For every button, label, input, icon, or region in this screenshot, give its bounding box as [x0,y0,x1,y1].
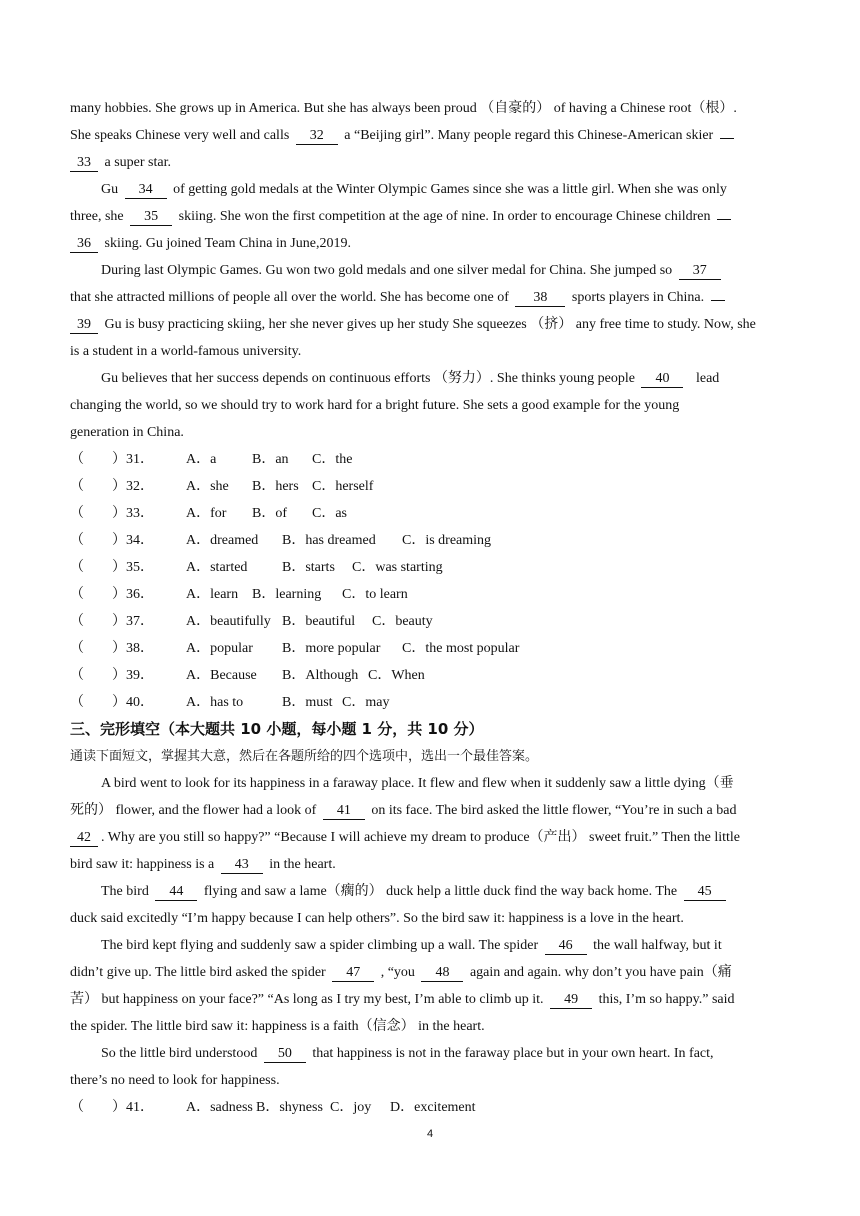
question-number: （ ）34． [70,533,154,548]
blank-36-start [717,219,731,220]
blank-41: 41 [323,803,365,820]
text: a “Beijing girl”. Many people regard this Chinese-American skier [344,128,714,143]
text: She speaks Chinese very well and calls [70,128,290,143]
passage-line [70,149,790,176]
passage-line [70,905,790,932]
option-b[interactable]: B．learning [252,587,322,602]
question-number: （ ）33． [70,506,154,521]
passage-line [70,95,790,122]
section-instruction: 通读下面短文，掌握其大意，然后在各题所给的四个选项中，选出一个最佳答案。 [70,749,539,764]
text: 苦） but happiness on your face?” “As long as I try my best, I’m able to climb up it. [70,992,544,1007]
option-c[interactable]: C．as [312,506,347,521]
option-c[interactable]: C．herself [312,479,374,494]
text: Gu believes that her success depends on continuous efforts （努力）. She thinks young people [101,371,635,386]
option-b[interactable]: B．of [252,506,287,521]
option-b[interactable]: B．more popular [282,641,381,656]
option-a[interactable]: A．for [186,506,227,521]
blank-37: 37 [679,263,721,280]
text: of getting gold medals at the Winter Olympic Games since she was a little girl. When she was only [173,182,727,197]
text: this, I’m so happy.” said [598,992,735,1007]
passage-line [70,230,790,257]
text: duck said excitedly “I’m happy because I can help others”. So the bird saw it: happiness is a love in the heart. [70,911,684,926]
text: 死的） flower, and the flower had a look of [70,803,317,818]
blank-39-start [711,300,725,301]
text: there’s no need to look for happiness. [70,1073,280,1088]
text: the spider. The little bird saw it: happiness is a faith（信念） in the heart. [70,1019,485,1034]
blank-45: 45 [684,884,726,901]
option-b[interactable]: B．an [252,452,289,467]
option-c[interactable]: C．the [312,452,353,467]
text: didn’t give up. The little bird asked the spider [70,965,326,980]
text: . Why are you still so happy?” “Because I will achieve my dream to produce（产出） sweet fruit.” Then the little [101,830,741,845]
passage-line [70,851,790,878]
text: The bird kept flying and suddenly saw a spider climbing up a wall. The spider [101,938,539,953]
blank-48: 48 [421,965,463,982]
blank-35: 35 [130,209,172,226]
passage-line [70,959,790,986]
blank-44: 44 [155,884,197,901]
option-c[interactable]: C．was starting [352,560,443,575]
passage-line [70,1013,790,1040]
text: again and again. why don’t you have pain（痛 [469,965,732,980]
option-a[interactable]: A．Because [186,668,257,683]
option-c[interactable]: C．joy [330,1100,372,1115]
text: that happiness is not in the faraway place but in your own heart. In fact, [312,1046,714,1061]
option-b[interactable]: B．hers [252,479,299,494]
option-b[interactable]: B．has dreamed [282,533,376,548]
blank-50: 50 [264,1046,306,1063]
question-number: （ ）40． [70,695,154,710]
blank-43: 43 [221,857,263,874]
text: Gu [101,182,119,197]
blank-36: 36 [70,236,98,253]
text: skiing. She won the first competition at the age of nine. In order to encourage Chinese children [178,209,711,224]
text: , “you [380,965,415,980]
blank-49: 49 [550,992,592,1009]
passage-line [101,257,790,284]
text: many hobbies. She grows up in America. But she has always been proud （自豪的） of having a Chinese root（根）. [70,101,737,116]
text: generation in China. [70,425,184,440]
blank-47: 47 [332,965,374,982]
passage-line [101,1040,790,1067]
passage-line [70,797,790,824]
option-a[interactable]: A．dreamed [186,533,259,548]
question-number: （ ）32． [70,479,154,494]
passage-line [70,986,790,1013]
passage-line [70,122,790,149]
question-number: （ ）35． [70,560,154,575]
text: During last Olympic Games. Gu won two gold medals and one silver medal for China. She jumped so [101,263,673,278]
option-b[interactable]: B．starts [282,560,335,575]
text: is a student in a world-famous university. [70,344,302,359]
option-a[interactable]: A．learn [186,587,239,602]
blank-32: 32 [296,128,338,145]
blank-46: 46 [545,938,587,955]
passage-line [70,392,790,419]
blank-33-start [720,138,734,139]
option-c[interactable]: C．beauty [372,614,433,629]
blank-39: 39 [70,317,98,334]
text: in the heart. [269,857,336,872]
option-c[interactable]: C．to learn [342,587,408,602]
text: on its face. The bird asked the little flower, “You’re in such a bad [371,803,737,818]
blank-42: 42 [70,830,98,847]
text: The bird [101,884,149,899]
text: a super star. [104,155,171,170]
text: lead [695,371,720,386]
passage-line [101,365,790,392]
section-heading: 三、完形填空（本大题共 10 小题，每小题 1 分，共 10 分） [70,720,484,738]
question-number: （ ）41． [70,1100,154,1115]
option-d[interactable]: D．excitement [390,1100,476,1115]
option-a[interactable]: A．a [186,452,217,467]
passage-line [70,419,790,446]
option-b[interactable]: B．must [282,695,333,710]
option-c[interactable]: C．is dreaming [402,533,492,548]
option-b[interactable]: B．beautiful [282,614,356,629]
passage-line [70,203,790,230]
option-b[interactable]: B．shyness [256,1100,323,1115]
option-b[interactable]: B．Although [282,668,359,683]
blank-40: 40 [641,371,683,388]
option-a[interactable]: A．has to [186,695,244,710]
option-a[interactable]: A．beautifully [186,614,271,629]
option-c[interactable]: C．the most popular [402,641,520,656]
text: Gu is busy practicing skiing, her she never gives up her study She squeezes （挤） any free time to study. Now, she [104,317,756,332]
passage-line [70,1067,790,1094]
passage-line [70,338,790,365]
text: that she attracted millions of people all over the world. She has become one of [70,290,509,305]
passage-line [101,770,790,797]
text: three, she [70,209,124,224]
passage-line [101,932,790,959]
question-number: （ ）38． [70,641,154,656]
text: So the little bird understood [101,1046,258,1061]
question-number: （ ）37． [70,614,154,629]
question-number: （ ）31． [70,452,154,467]
option-c[interactable]: C．may [342,695,390,710]
passage-line [70,824,790,851]
option-c[interactable]: C．When [368,668,425,683]
option-a[interactable]: A．popular [186,641,253,656]
blank-33: 33 [70,155,98,172]
text: flying and saw a lame（瘸的） duck help a little duck find the way back home. The [203,884,678,899]
passage-line [70,284,790,311]
blank-34: 34 [125,182,167,199]
blank-38: 38 [515,290,565,307]
text: changing the world, so we should try to work hard for a bright future. She sets a good example for the young [70,398,680,413]
text: skiing. Gu joined Team China in June,2019. [104,236,351,251]
passage-line [101,878,790,905]
text: A bird went to look for its happiness in a faraway place. It flew and flew when it suddenly saw a little dying（垂 [101,776,734,791]
question-number: （ ）36． [70,587,154,602]
question-number: （ ）39． [70,668,154,683]
text: bird saw it: happiness is a [70,857,215,872]
text: sports players in China. [571,290,705,305]
option-a[interactable]: A．started [186,560,248,575]
option-a[interactable]: A．sadness [186,1100,253,1115]
page-number: 4 [426,1128,434,1140]
text: the wall halfway, but it [593,938,722,953]
option-a[interactable]: A．she [186,479,229,494]
passage-line [70,311,790,338]
passage-line [101,176,790,203]
